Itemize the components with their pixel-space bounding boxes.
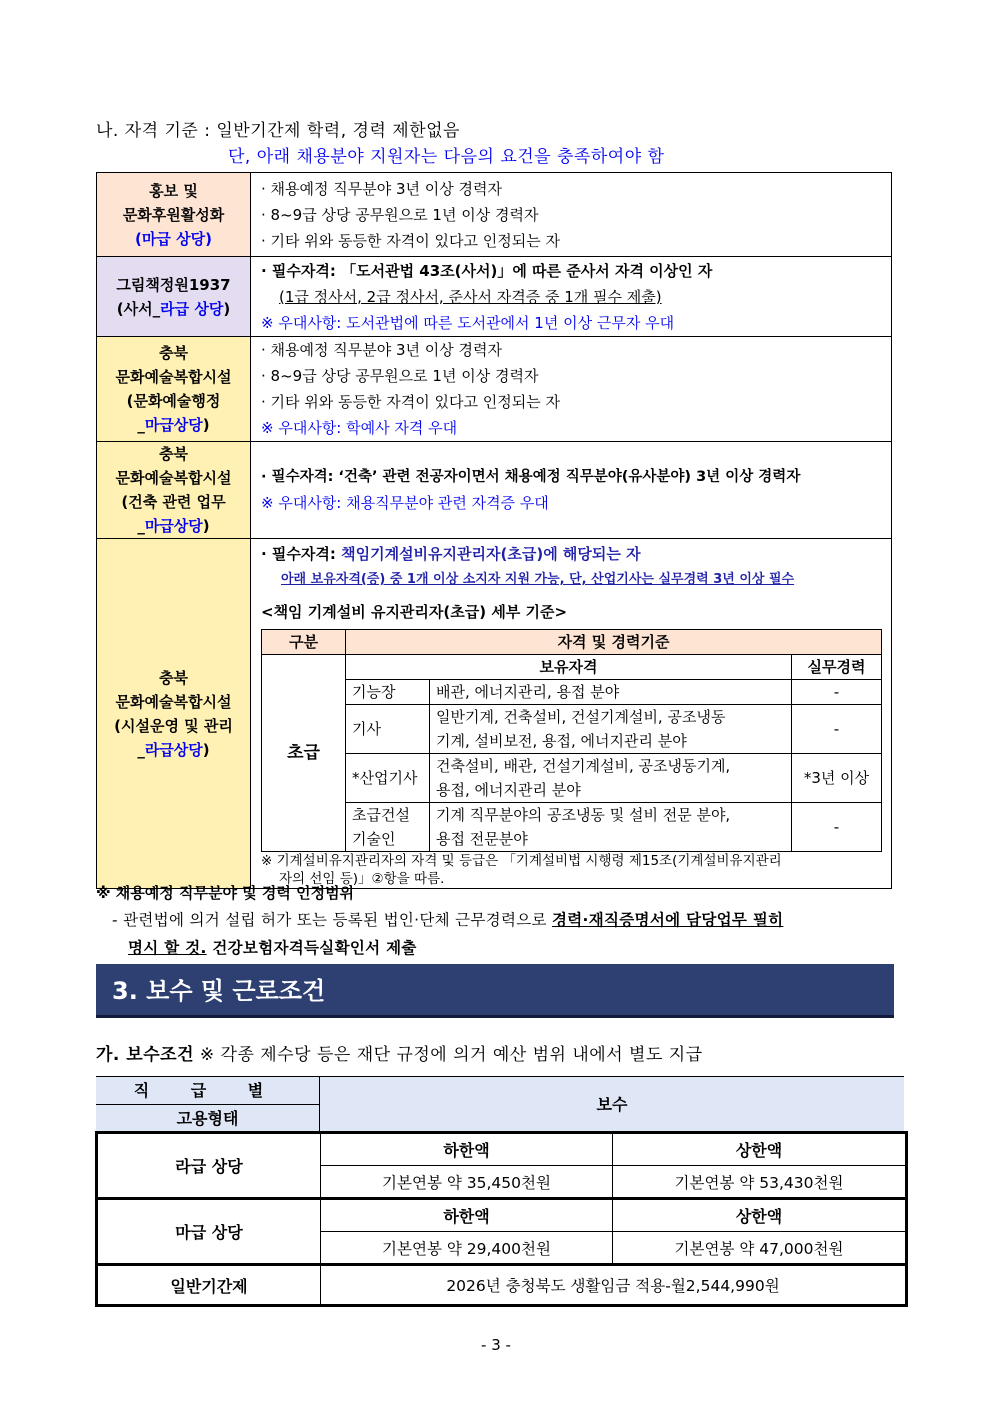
experience-value: -: [792, 680, 882, 705]
min-label: 하한액: [321, 1133, 613, 1166]
detail-row: [262, 754, 882, 803]
required-note: 아래 보유자격(증) 중 1개 이상 소지자 지원 가능, 단, 산업기사는 실무경력 3년 이상 필수: [281, 572, 795, 587]
min-pay: 기본연봉 약 35,450천원: [321, 1166, 613, 1199]
scope-emphasis: 명시 할 것.: [128, 939, 207, 957]
requirement-line: · 채용예정 직무분야 3년 이상 경력자: [261, 341, 503, 359]
grade-prefix: (사서_: [116, 299, 161, 318]
grade-highlight: 라급 상당: [160, 299, 224, 318]
required-text: 책임기계설비유지관리자(초급)에 해당되는 자: [341, 545, 641, 563]
detail-title: <책임 기계설비 유지관리자(초급) 세부 기준>: [261, 603, 568, 621]
grade-cell: 라급 상당: [97, 1133, 321, 1199]
pay-table: [95, 1131, 908, 1307]
grade-suffix: ): [202, 517, 210, 535]
grade-highlight: 라급상당: [144, 740, 203, 759]
experience-value: *3년 이상: [792, 754, 882, 803]
field-grade: [97, 297, 250, 321]
pay-header-left: [96, 1076, 319, 1132]
requirement-cell: [251, 539, 892, 889]
grade-prefix: _: [137, 517, 145, 535]
qualification-table: [96, 172, 892, 889]
field-label-cell: [97, 173, 251, 257]
license-fields-line: 기계, 설비보전, 용접, 에너지관리 분야: [436, 732, 687, 750]
max-label: 상한액: [613, 1199, 907, 1232]
field-label: 충북: [159, 668, 188, 687]
detail-criteria-table: [261, 629, 882, 852]
grade-suffix: ): [202, 740, 210, 759]
field-grade: [97, 413, 250, 437]
field-label: 문화후원활성화: [122, 205, 225, 224]
section-banner: 3. 보수 및 근로조건: [96, 964, 894, 1018]
field-grade: (마급 상당): [135, 229, 212, 248]
requirement-line: · 8~9급 상당 공무원으로 1년 이상 경력자: [261, 367, 539, 385]
preference-note: ※ 우대사항: 채용직무분야 관련 자격증 우대: [261, 494, 549, 512]
col-criteria-header: 자격 및 경력기준: [346, 630, 882, 655]
requirement-line: · 채용예정 직무분야 3년 이상 경력자: [261, 179, 503, 198]
license-name: [346, 803, 430, 852]
qualification-subheading: 단, 아래 채용분야 지원자는 다음의 요건을 충족하여야 함: [228, 147, 665, 167]
license-name-line: 기술인: [352, 830, 396, 848]
field-grade: [97, 514, 250, 538]
required-text: 「도서관법 43조(사서)」에 따른 준사서 자격 이상인 자: [341, 261, 713, 280]
license-fields: [430, 754, 792, 803]
pay-row: [97, 1133, 907, 1166]
license-name: *산업기사: [346, 754, 430, 803]
max-label: 상한액: [613, 1133, 907, 1166]
license-name: 기능장: [346, 680, 430, 705]
license-fields: [430, 803, 792, 852]
required-prefix: · 필수자격:: [261, 545, 342, 563]
preference-note: ※ 우대사항: 학예사 자격 우대: [261, 419, 458, 437]
license-fields-line: 일반기계, 건축설비, 건설기계설비, 공조냉동: [436, 708, 726, 726]
license-fields-line: 기계 직무분야의 공조냉동 및 설비 전문 분야,: [436, 806, 731, 824]
field-label: 문화예술복합시설: [115, 469, 232, 487]
experience-value: -: [792, 705, 882, 754]
requirement-cell: [251, 337, 892, 442]
page-number: - 3 -: [481, 1336, 511, 1354]
grade-highlight: 마급상당: [144, 416, 203, 434]
pay-heading-note: ※ 각종 제수당 등은 재단 규정에 의거 예산 범위 내에서 별도 지급: [194, 1045, 703, 1065]
grade-cell: 마급 상당: [97, 1199, 321, 1265]
pay-heading-title: 가. 보수조건: [96, 1045, 194, 1065]
qualification-row: [97, 173, 892, 257]
field-label-cell: [97, 257, 251, 337]
grade-prefix: _: [137, 740, 145, 759]
detail-footnote: ※ 기계설비유지관리자의 자격 및 등급은 「기계설비법 시행령 제15조(기계설비유지관리: [261, 853, 782, 869]
qualification-heading: 나. 자격 기준 : 일반기간제 학력, 경력 제한없음: [96, 121, 460, 141]
requirement-cell: [251, 173, 892, 257]
required-qualification: [261, 258, 891, 284]
qualification-row: [97, 257, 892, 337]
col-experience-header: 실무경력: [792, 655, 882, 680]
license-fields: [430, 705, 792, 754]
field-label-cell: [97, 442, 251, 539]
scope-body-prefix: - 관련법에 의거 설립 허가 또는 등록된 법인·단체 근무경력으로: [112, 911, 552, 929]
header-grade: 직 급 별: [133, 1081, 282, 1100]
required-prefix: · 필수자격:: [261, 261, 342, 280]
pay-heading: [96, 1040, 703, 1065]
license-name-line: 초급건설: [352, 806, 410, 824]
required-note: (1급 정사서, 2급 정사서, 준사서 자격증 중 1개 필수 제출): [279, 287, 662, 306]
header-pay: 보수: [320, 1076, 904, 1132]
detail-row: [262, 680, 882, 705]
pay-row: [97, 1199, 907, 1232]
field-label: 충북: [159, 344, 188, 362]
header-employment-type: 고용형태: [176, 1109, 239, 1128]
field-label: (건축 관련 업무: [121, 493, 226, 511]
field-label: 충북: [159, 445, 188, 463]
level-cell: 초급: [262, 655, 346, 852]
field-label: 문화예술복합시설: [115, 692, 232, 711]
field-label-cell: [97, 337, 251, 442]
requirement-line: · 기타 위와 동등한 자격이 있다고 인정되는 자: [261, 231, 560, 250]
pay-row: [97, 1265, 907, 1306]
field-label: (문화예술행정: [126, 392, 221, 410]
license-name: 기사: [346, 705, 430, 754]
col-category-header: 구분: [262, 630, 346, 655]
max-pay: 기본연봉 약 47,000천원: [613, 1232, 907, 1265]
license-fields: 배관, 에너지관리, 용접 분야: [430, 680, 792, 705]
detail-row: [262, 705, 882, 754]
field-label: 그림책정원1937: [116, 275, 231, 294]
required-qualification: · 필수자격: ‘건축’ 관련 전공자이면서 채용예정 직무분야(유사분야) 3년 이상 경력자: [261, 469, 801, 485]
detail-footnote: 자의 선임 등)」②항을 따름.: [279, 871, 445, 887]
requirement-cell: [251, 257, 892, 337]
field-label-cell: [97, 539, 251, 889]
scope-body: [112, 906, 902, 962]
required-qualification: [261, 541, 891, 567]
experience-value: -: [792, 803, 882, 852]
grade-suffix: ): [202, 416, 210, 434]
requirement-line: · 8~9급 상당 공무원으로 1년 이상 경력자: [261, 205, 539, 224]
qualification-row: [97, 539, 892, 889]
detail-row: [262, 803, 882, 852]
field-label: 문화예술복합시설: [115, 368, 232, 386]
scope-body-suffix: 건강보험자격득실확인서 제출: [206, 939, 417, 957]
field-grade: [97, 738, 250, 762]
field-label: 홍보 및: [149, 181, 198, 200]
license-fields-line: 용접, 에너지관리 분야: [436, 781, 581, 799]
scope-title: ※ 채용예정 직무분야 및 경력 인정범위: [96, 884, 355, 902]
field-label: (시설운영 및 관리: [114, 716, 233, 735]
grade-prefix: _: [137, 416, 145, 434]
min-pay: 기본연봉 약 29,400천원: [321, 1232, 613, 1265]
grade-cell: 일반기간제: [97, 1265, 321, 1306]
qualification-row: [97, 442, 892, 539]
grade-suffix: ): [223, 299, 231, 318]
preference-note: ※ 우대사항: 도서관법에 따른 도서관에서 1년 이상 근무자 우대: [261, 313, 675, 332]
requirement-cell: [251, 442, 892, 539]
requirement-line: · 기타 위와 동등한 자격이 있다고 인정되는 자: [261, 393, 560, 411]
scope-emphasis: 경력·재직증명서에 담당업무 필히: [552, 911, 784, 929]
col-license-header: 보유자격: [346, 655, 792, 680]
max-pay: 기본연봉 약 53,430천원: [613, 1166, 907, 1199]
license-fields-line: 용접 전문분야: [436, 830, 528, 848]
license-fields-line: 건축설비, 배관, 건설기계설비, 공조냉동기계,: [436, 757, 731, 775]
min-label: 하한액: [321, 1199, 613, 1232]
qualification-row: [97, 337, 892, 442]
grade-highlight: 마급상당: [144, 517, 203, 535]
temp-pay: 2026년 충청북도 생활임금 적용-월2,544,990원: [321, 1265, 907, 1306]
